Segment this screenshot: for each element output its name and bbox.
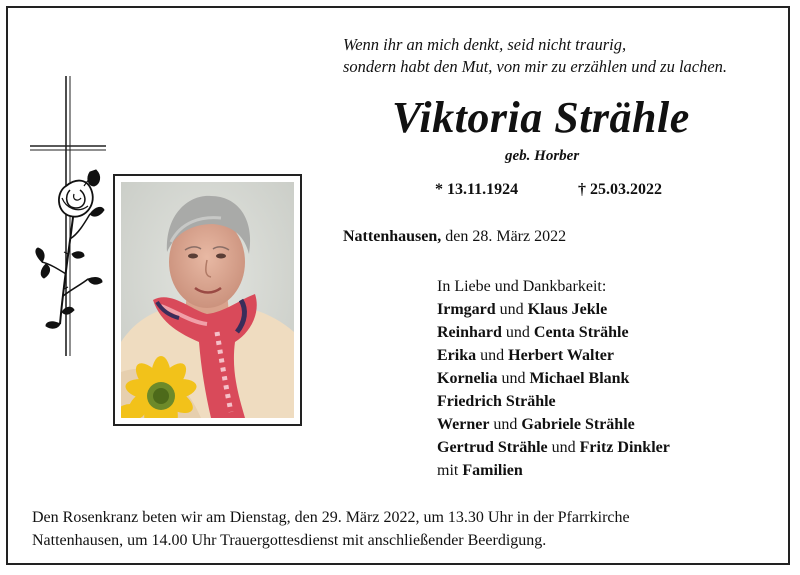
portrait-frame	[113, 174, 302, 426]
portrait-image	[121, 182, 294, 418]
mourner-row-families: mit Familien	[437, 462, 523, 479]
notice-date: den 28. März 2022	[445, 228, 567, 245]
cross-with-rose-icon	[26, 74, 106, 359]
mourner-row: Friedrich Strähle	[437, 393, 556, 410]
portrait-photo	[121, 182, 294, 418]
service-line-2: Nattenhausen, um 14.00 Uhr Trauergottesdienst mit anschließender Beerdigung.	[32, 532, 547, 549]
mourner-row: Werner und Gabriele Strähle	[437, 416, 635, 433]
mourner-row: Erika und Herbert Walter	[437, 347, 615, 364]
place-name: Nattenhausen,	[343, 228, 442, 245]
quote-line-2: sondern habt den Mut, von mir zu erzählen und zu lachen.	[343, 57, 728, 76]
mourner-row: Reinhard und Centa Strähle	[437, 324, 629, 341]
birth-date: * 13.11.1924	[435, 181, 519, 198]
mourner-row: Gertrud Strähle und Fritz Dinkler	[437, 439, 670, 456]
mourners-list	[437, 275, 670, 482]
memorial-quote	[343, 34, 783, 78]
death-date: † 25.03.2022	[578, 181, 662, 198]
mourners-intro: In Liebe und Dankbarkeit:	[437, 278, 607, 295]
mourner-row: Kornelia und Michael Blank	[437, 370, 630, 387]
service-info	[32, 506, 752, 552]
quote-line-1: Wenn ihr an mich denkt, seid nicht traurig,	[343, 35, 627, 54]
mourner-row: Irmgard und Klaus Jekle	[437, 301, 608, 318]
maiden-name: geb. Horber	[505, 148, 580, 164]
deceased-name: Viktoria Strähle	[392, 93, 690, 142]
service-line-1: Den Rosenkranz beten wir am Dienstag, den 29. März 2022, um 13.30 Uhr in der Pfarrkirche	[32, 509, 630, 526]
place-date	[343, 228, 566, 246]
